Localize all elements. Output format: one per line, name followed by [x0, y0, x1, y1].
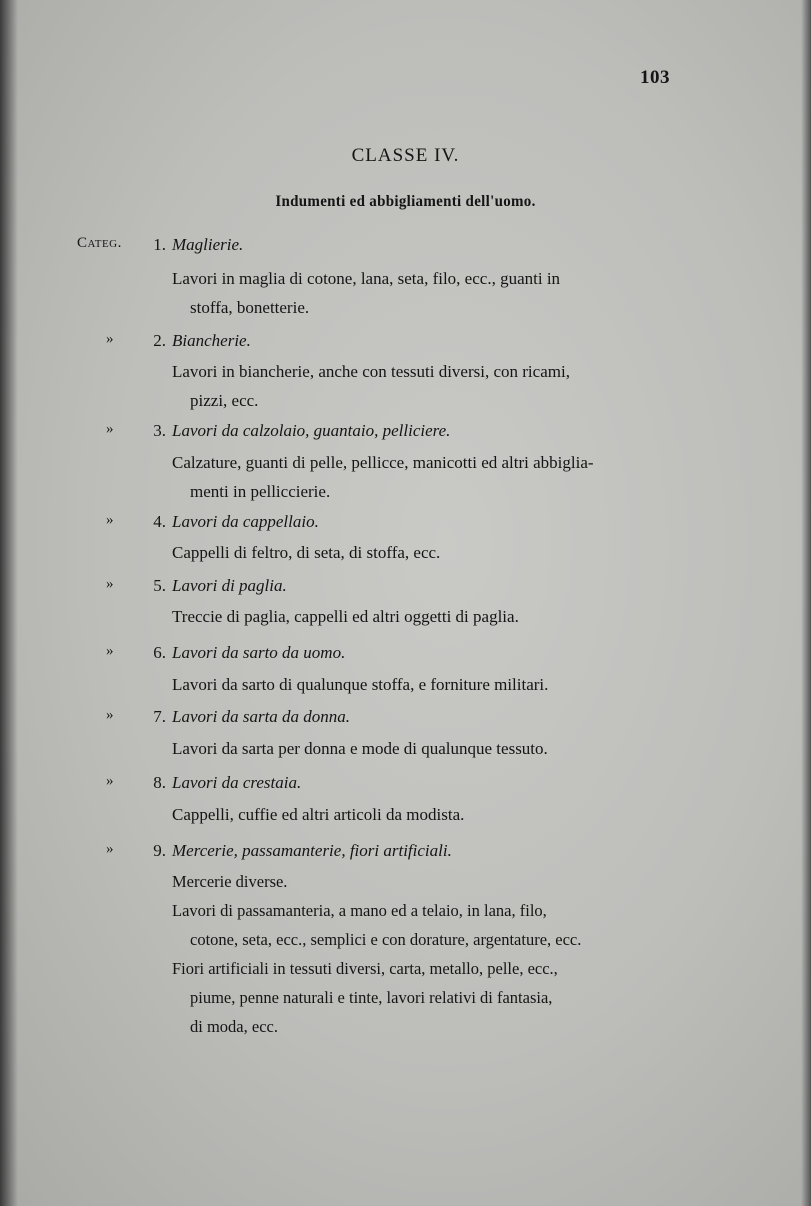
- page-number: 103: [640, 67, 670, 88]
- category-description: Cappelli, cuffie ed altri articoli da modista.: [172, 805, 465, 824]
- ditto-mark: »: [106, 331, 114, 347]
- category-title: Lavori da crestaia.: [172, 773, 302, 792]
- category-title: Maglierie.: [172, 235, 244, 254]
- category-number: 3.: [153, 421, 166, 440]
- category-title: Lavori da sarta da donna.: [172, 707, 351, 726]
- category-description-list: [172, 867, 677, 1041]
- category-number: 8.: [153, 773, 166, 792]
- category-title: Mercerie, passamanterie, fiori artificiali.: [172, 841, 452, 860]
- list-item-continuation: di moda, ecc.: [190, 1017, 278, 1036]
- list-item: Lavori di passamanteria, a mano ed a telaio, in lana, filo,: [172, 901, 547, 920]
- ditto-mark: »: [106, 841, 114, 857]
- category-number: 5.: [153, 576, 166, 595]
- list-item-continuation: piume, penne naturali e tinte, lavori relativi di fantasia,: [190, 988, 553, 1007]
- category-number: 2.: [153, 331, 166, 350]
- category-description: Treccie di paglia, cappelli ed altri oggetti di paglia.: [172, 607, 519, 626]
- category-title: Lavori da cappellaio.: [172, 512, 319, 531]
- category-description: Calzature, guanti di pelle, pellicce, manicotti ed altri abbiglia- menti in pelliccierie.: [172, 453, 594, 501]
- ditto-mark: »: [106, 421, 114, 437]
- category-title: Biancherie.: [172, 331, 251, 350]
- category-title: Lavori da calzolaio, guantaio, pelliciere.: [172, 421, 451, 440]
- ditto-mark: »: [106, 707, 114, 723]
- category-number: 9.: [153, 841, 166, 860]
- category-number: 1.: [153, 235, 166, 254]
- category-description: Lavori da sarto di qualunque stoffa, e forniture militari.: [172, 675, 549, 694]
- category-title: Lavori da sarto da uomo.: [172, 643, 346, 662]
- category-description: Lavori da sarta per donna e mode di qualunque tessuto.: [172, 739, 548, 758]
- category-title: Lavori di paglia.: [172, 576, 287, 595]
- category-description: Lavori in biancherie, anche con tessuti diversi, con ricami, pizzi, ecc.: [172, 362, 570, 410]
- class-subtitle: Indumenti ed abbigliamenti dell'uomo.: [275, 193, 536, 211]
- ditto-mark: »: [106, 773, 114, 789]
- ditto-mark: »: [106, 512, 114, 528]
- categ-label: Categ.: [77, 235, 122, 251]
- category-description: Lavori in maglia di cotone, lana, seta, filo, ecc., guanti in stoffa, bonetterie.: [172, 269, 561, 317]
- class-heading: CLASSE IV.: [351, 145, 460, 166]
- ditto-mark: »: [106, 576, 114, 592]
- list-item-continuation: cotone, seta, ecc., semplici e con dorature, argentature, ecc.: [190, 930, 582, 949]
- category-number: 4.: [153, 512, 166, 531]
- category-description: Cappelli di feltro, di seta, di stoffa, ecc.: [172, 543, 441, 562]
- list-item: Fiori artificiali in tessuti diversi, carta, metallo, pelle, ecc.,: [172, 959, 558, 978]
- category-number: 6.: [153, 643, 166, 662]
- category-number: 7.: [153, 707, 166, 726]
- ditto-mark: »: [106, 643, 114, 659]
- list-item: Mercerie diverse.: [172, 872, 288, 891]
